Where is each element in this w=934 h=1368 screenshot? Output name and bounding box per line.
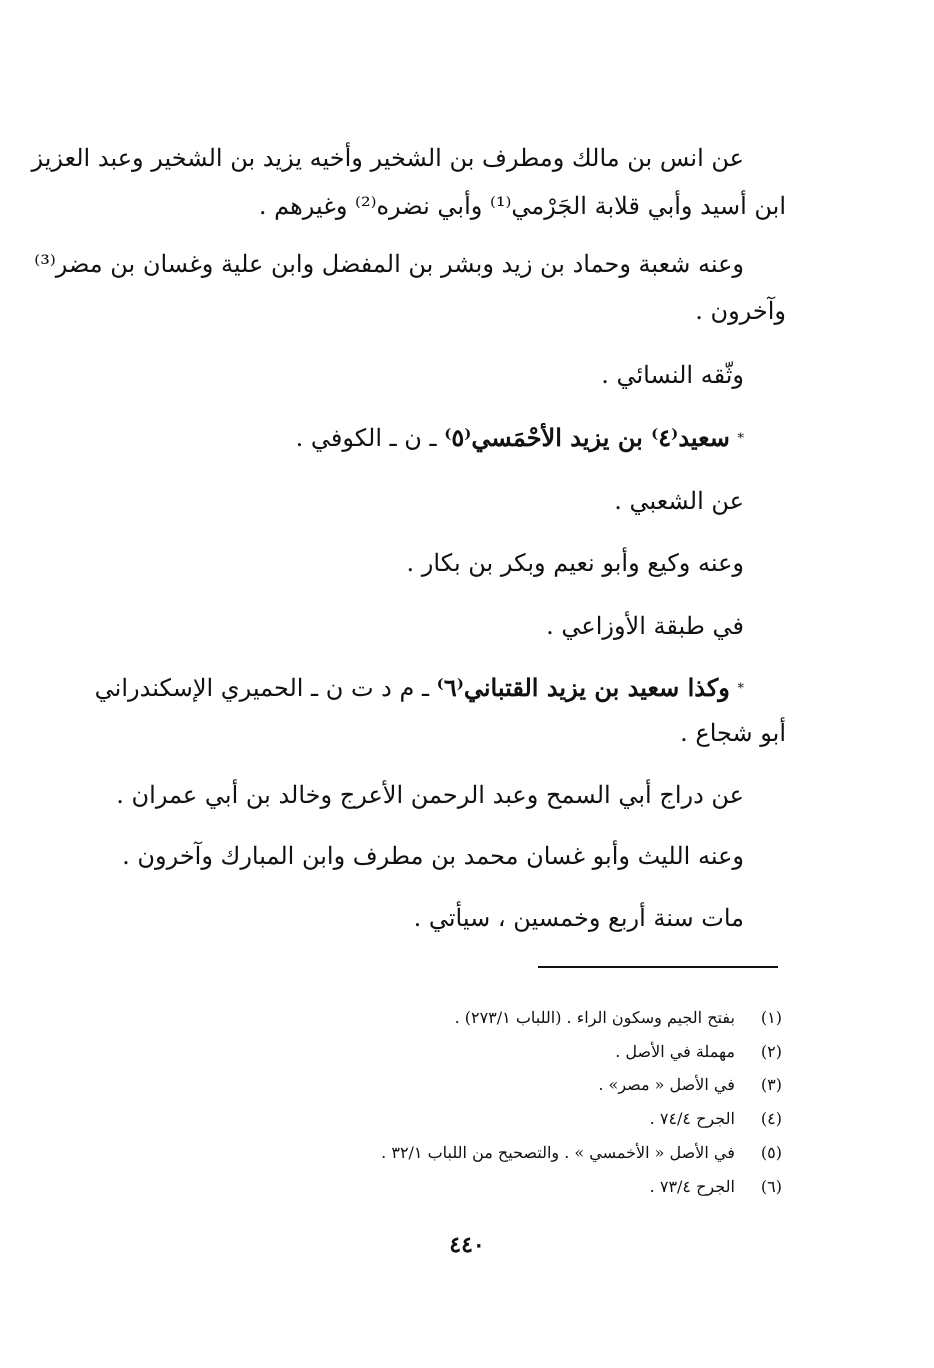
footnote-number: (٦) [760, 1177, 782, 1196]
text-line-8: في طبقة الأوزاعي . [546, 612, 744, 640]
footnote-6 [650, 1175, 782, 1199]
text-line-5: وثّقه النسائي . [601, 361, 744, 389]
text-line-7: وعنه وكيع وأبو نعيم وبكر بن بكار . [406, 549, 744, 577]
text-line-9: أبو شجاع . [680, 719, 786, 747]
footnote-3 [598, 1073, 782, 1097]
footnote-divider [538, 966, 778, 968]
entry-heading-1 [296, 418, 744, 460]
text-line-6: عن الشعبي . [614, 487, 744, 515]
entry-star-2: * [737, 681, 744, 697]
footnote-4 [650, 1107, 782, 1131]
text-line-10: عن دراج أبي السمح وعبد الرحمن الأعرج وخالد بن أبي عمران . [116, 781, 744, 809]
text-line-1: عن انس بن مالك ومطرف بن الشخير وأخيه يزيد بن الشخير وعبد العزيز [31, 144, 744, 172]
footnote-text: الجرح ٧٤/٤ . [649, 1109, 735, 1128]
entry-rest-1: ـ ن ـ الكوفي . [295, 424, 437, 452]
text-line-11: وعنه الليث وأبو غسان محمد بن مطرف وابن المبارك وآخرون . [122, 842, 744, 870]
footnote-1 [455, 1006, 782, 1030]
entry-rest-2: ـ م د ت ن ـ الحميري الإسكندراني [94, 674, 430, 702]
footnote-2 [615, 1040, 782, 1064]
footnote-number: (٢) [760, 1042, 782, 1061]
footnote-text: مهملة في الأصل . [615, 1042, 735, 1061]
footnote-number: (٤) [760, 1109, 782, 1128]
footnote-number: (٣) [760, 1075, 782, 1094]
footnote-text: الجرح ٧٣/٤ . [649, 1177, 735, 1196]
entry-heading-2 [95, 668, 744, 710]
entry-name-2: وكذا سعيد بن يزيد القتباني⁽٦⁾ [436, 673, 730, 702]
page-number: ٤٤٠ [449, 1232, 485, 1258]
footnote-text: في الأصل « مصر» . [598, 1075, 735, 1094]
text-line-2: ابن أسيد وأبي قلابة الجَرْمي⁽¹⁾ وأبي نضره⁽²⁾ وغيرهم . [258, 192, 786, 220]
footnote-text: في الأصل « الأخمسي » . والتصحيح من اللباب ٣٢/١ . [381, 1143, 735, 1162]
text-line-4: وآخرون . [695, 297, 786, 325]
footnote-text: بفتح الجيم وسكون الراء . (اللباب ٢٧٣/١) . [454, 1008, 735, 1027]
footnote-number: (١) [760, 1008, 782, 1027]
footnote-number: (٥) [760, 1143, 782, 1162]
footnote-5 [381, 1141, 782, 1165]
text-line-12: مات سنة أربع وخمسين ، سيأتي . [413, 904, 744, 932]
text-line-3: وعنه شعبة وحماد بن زيد وبشر بن المفضل وابن علية وغسان بن مضر⁽³⁾ [34, 250, 744, 278]
entry-star-1: * [737, 431, 744, 447]
entry-name-1: سعيد⁽٤⁾ بن يزيد الأحْمَسي⁽٥⁾ [444, 423, 730, 452]
